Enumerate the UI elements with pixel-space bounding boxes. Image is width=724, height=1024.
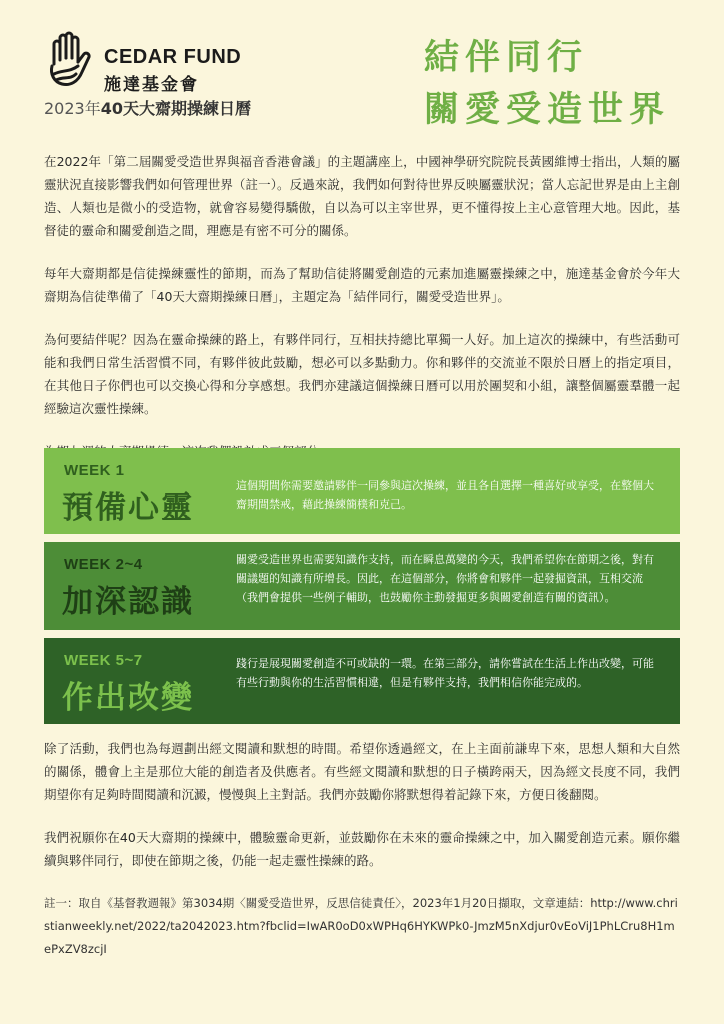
week-1-panel — [44, 448, 680, 534]
week-2-4-title: 加深認識 — [62, 584, 194, 620]
header — [0, 0, 724, 140]
week-2-4-panel — [44, 542, 680, 630]
slogan-line-1: 結伴同行 — [424, 37, 589, 78]
subtitle-year: 2023年 — [44, 99, 101, 118]
closing-paragraph-1: 除了活動，我們也為每週劃出經文閱讀和默想的時間。希望你透過經文，在上主面前謙卑下來，思想人類和大自然的關係，體會上主是那位大能的創造者及供應者。有些經文閱讀和默想的日子橫跨兩天，因為經文長度不同，我們期望你有足夠時間閱讀和沉澱，慢慢與上主對話。我們亦鼓勵你將默想得着記錄下來，方便日後翻閱。 — [44, 741, 680, 802]
slogan-line-2: 關愛受造世界 — [424, 89, 671, 130]
week-1-title: 預備心靈 — [62, 490, 194, 526]
calendar-subtitle — [44, 96, 251, 119]
closing-section — [44, 737, 680, 961]
footnote: 註一：取自《基督教週報》第3034期〈關愛受造世界，反思信徒責任〉，2023年1月20日擷取，文章連結：http://www.christianweekly.net/2022/ta2042023.htm?fbclid=IwAR0oD0xWPHq6HYKWPk0-JmzM5nXdjur0vEoViJ1PhLCru8H1mePxZV8zcjI — [44, 896, 678, 956]
week-1-label: WEEK 1 — [64, 462, 125, 479]
org-name-zh: 施達基金會 — [104, 75, 199, 95]
intro-section — [44, 150, 680, 475]
weeks-section — [44, 448, 680, 732]
intro-paragraph-2: 每年大齋期都是信徒操練靈性的節期，而為了幫助信徒將關愛創造的元素加進屬靈操練之中，施達基金會於今年大齋期為信徒準備了「40天大齋期操練日曆」，主題定為「結伴同行，關愛受造世界」。 — [44, 266, 680, 304]
week-2-4-text: 關愛受造世界也需要知識作支持，而在瞬息萬變的今天，我們希望你在節期之後，對有關議題的知識有所增長。因此，在這個部分，你將會和夥伴一起發掘資訊，互相交流（我們會提供一些例子輔助，也鼓勵你主動發掘更多與關愛創造有關的資訊）。 — [236, 553, 654, 604]
intro-paragraph-1: 在2022年「第二屆關愛受造世界與福音香港會議」的主題講座上，中國神學研究院院長黃國維博士指出，人類的屬靈狀況直接影響我們如何管理世界（註一）。反過來說，我們如何對待世界反映屬靈狀況；當人忘記世界是由上主創造、人類也是微小的受造物，就會容易變得驕傲，自以為可以主宰世界，更不懂得按上主心意管理大地。因此，基督徒的靈命和關愛創造之間，理應是有密不可分的關係。 — [44, 154, 680, 238]
hand-leaf-logo-icon — [44, 30, 98, 90]
week-5-7-panel — [44, 638, 680, 724]
week-5-7-title: 作出改變 — [62, 680, 194, 716]
closing-paragraph-2: 我們祝願你在40天大齋期的操練中，體驗靈命更新，並鼓勵你在未來的靈命操練之中，加入關愛創造元素。願你繼續與夥伴同行，即使在節期之後，仍能一起走靈性操練的路。 — [44, 830, 680, 868]
slogan — [424, 32, 670, 136]
subtitle-name: 40天大齋期操練日曆 — [100, 99, 252, 118]
week-2-4-label: WEEK 2~4 — [64, 556, 143, 573]
week-1-text: 這個期間你需要邀請夥伴一同參與這次操練，並且各自選擇一種喜好或享受，在整個大齋期間禁戒，藉此操練簡樸和克己。 — [236, 479, 654, 511]
week-5-7-text: 踐行是展現關愛創造不可或缺的一環。在第三部分，請你嘗試在生活上作出改變，可能有些行動與你的生活習慣相違，但是有夥伴支持，我們相信你能完成的。 — [236, 657, 654, 689]
intro-paragraph-3: 為何要結伴呢？因為在靈命操練的路上，有夥伴同行，互相扶持總比單獨一人好。加上這次的操練中，有些活動可能和我們日常生活習慣不同，有夥伴彼此鼓勵，想必可以多點動力。你和夥伴的交流並不限於日曆上的指定項目，在其他日子你們也可以交換心得和分享感想。我們亦建議這個操練日曆可以用於團契和小組，讓整個屬靈羣體一起經驗這次靈性操練。 — [44, 332, 680, 416]
org-name-en: CEDAR FUND — [104, 46, 242, 68]
week-5-7-label: WEEK 5~7 — [64, 652, 143, 669]
